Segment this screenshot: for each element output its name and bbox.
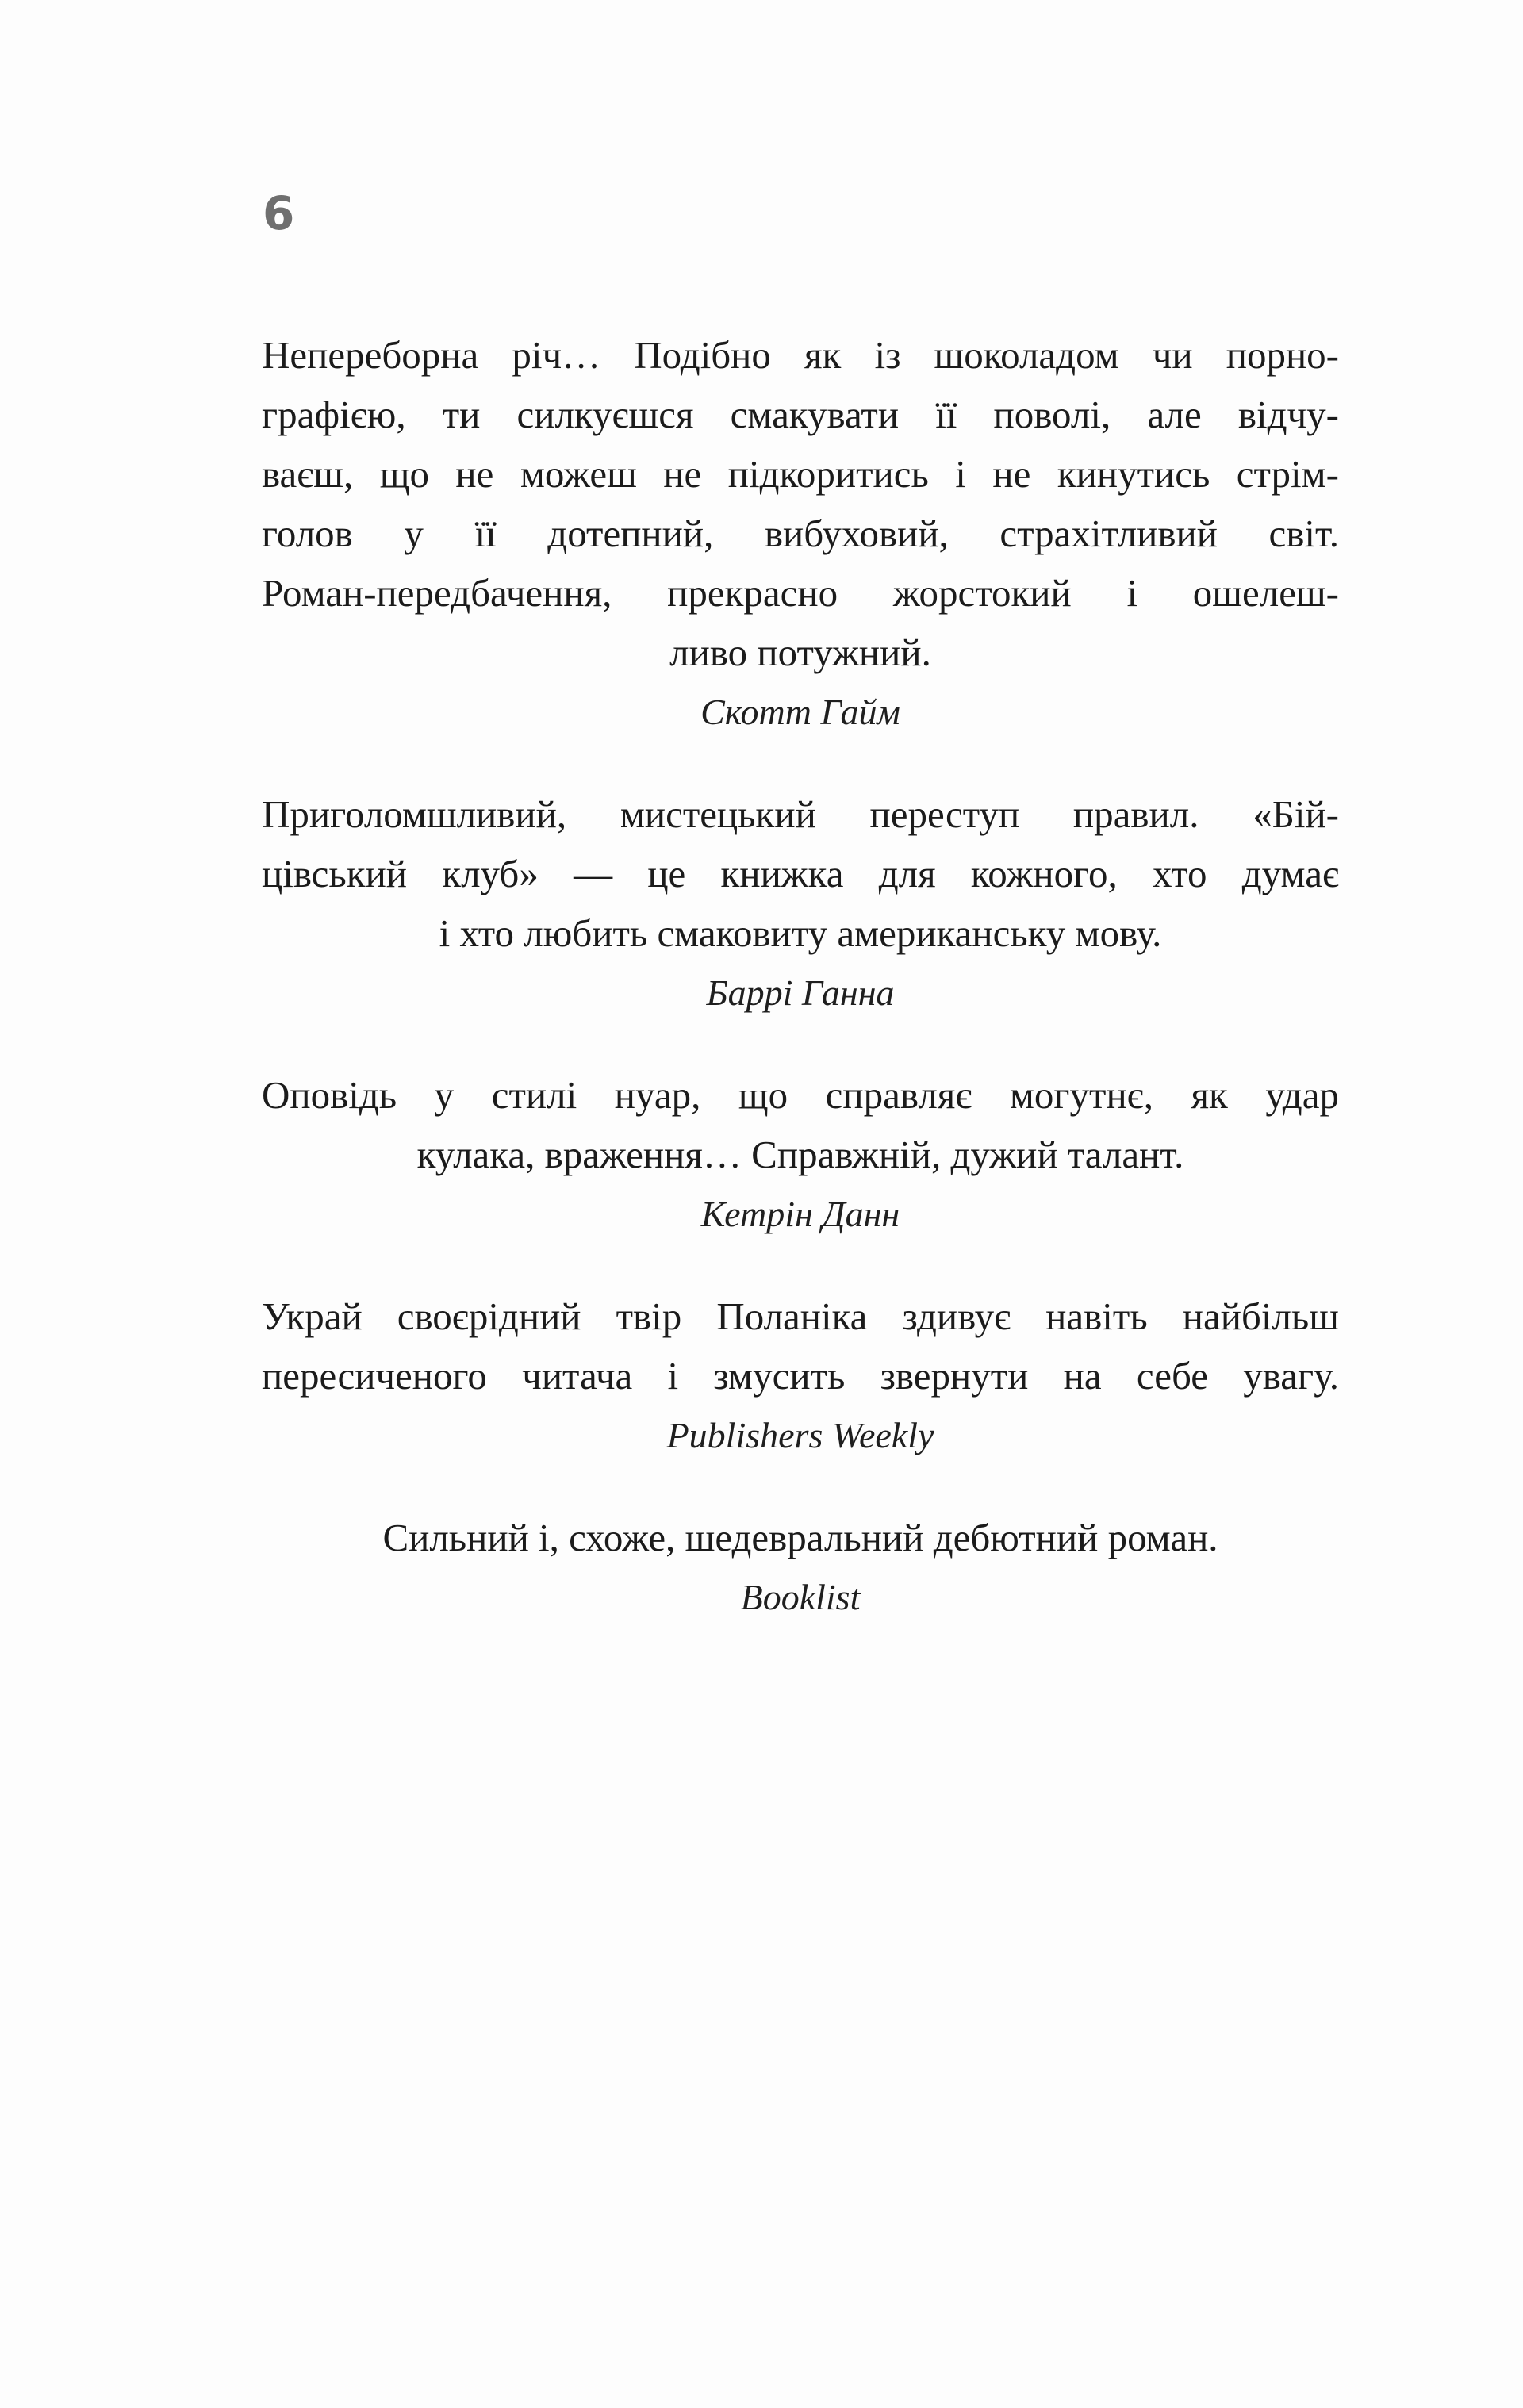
quote-line: ливо потужний. xyxy=(669,631,931,674)
quotes-content xyxy=(262,325,1339,1627)
quote-line: і хто любить смаковиту американську мову. xyxy=(439,911,1162,955)
quote-barry-hannah xyxy=(262,784,1339,1022)
quote-katherine-dunn xyxy=(262,1065,1339,1244)
quote-line: Оповідь у стилі нуар, що справляє могутнє, як удар xyxy=(262,1073,1339,1117)
quote-attribution: Баррі Ганна xyxy=(706,972,895,1013)
quote-scott-heim xyxy=(262,325,1339,742)
quote-line: Приголомшливий, мистецький переступ правил. «Бій- xyxy=(262,792,1339,836)
quote-line: Сильний і, схоже, шедевральний дебютний роман. xyxy=(382,1516,1218,1559)
quote-line: Украй своєрідний твір Поланіка здивує навіть найбільш xyxy=(262,1294,1339,1338)
quote-line: ваєш, що не можеш не підкоритись і не кинутись стрім- xyxy=(262,452,1339,496)
quote-publishers-weekly xyxy=(262,1286,1339,1465)
quote-attribution: Publishers Weekly xyxy=(666,1415,934,1455)
quote-line: графією, ти силкуєшся смакувати її поволі, але відчу- xyxy=(262,393,1339,436)
quote-line: Роман-передбачення, прекрасно жорстокий і ошелеш- xyxy=(262,571,1339,615)
quote-attribution: Скотт Гайм xyxy=(700,692,900,732)
quote-line: Непереборна річ… Подібно як із шоколадом чи порно- xyxy=(262,333,1339,377)
quote-line: кулака, враження… Справжній, дужий талант. xyxy=(416,1133,1184,1176)
quote-booklist xyxy=(262,1508,1339,1627)
page-number: 6 xyxy=(263,186,295,240)
quote-line: цівський клуб» — це книжка для кожного, хто думає xyxy=(262,852,1339,895)
quote-attribution: Booklist xyxy=(740,1577,861,1617)
quote-line: голов у її дотепний, вибуховий, страхітливий світ. xyxy=(262,512,1339,555)
quote-line: пересиченого читача і змусить звернути на себе увагу. xyxy=(262,1354,1339,1398)
quote-attribution: Кетрін Данн xyxy=(700,1194,900,1234)
